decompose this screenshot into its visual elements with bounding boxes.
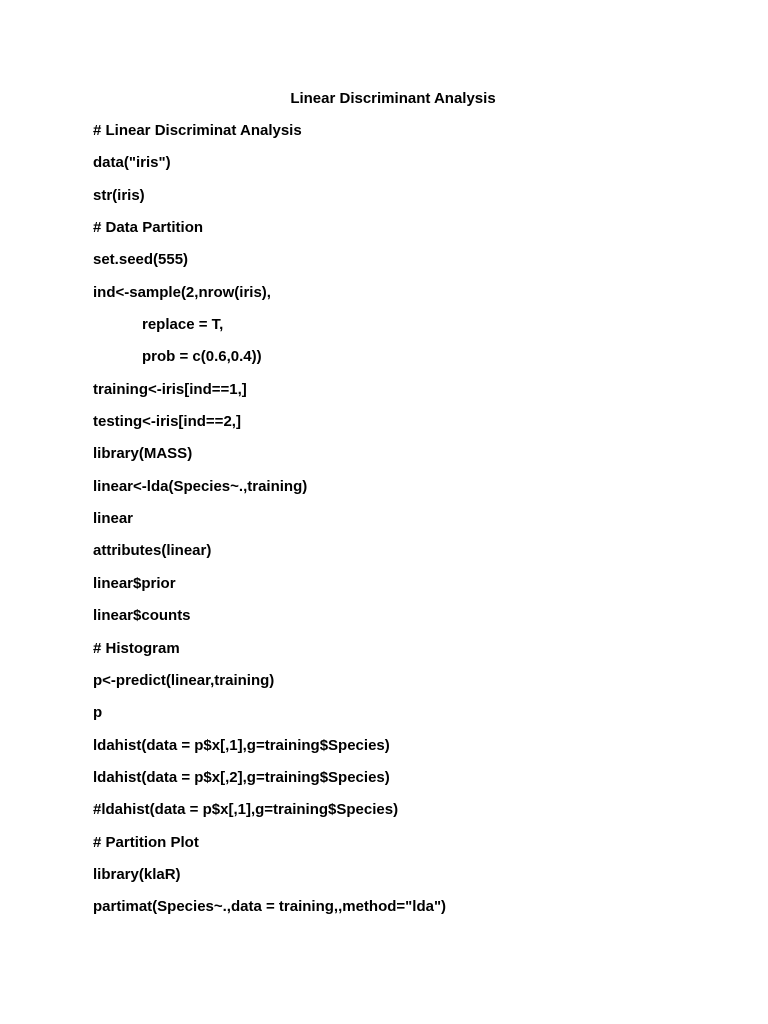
code-line-comment: # Partition Plot bbox=[93, 833, 199, 851]
code-line-indented: prob = c(0.6,0.4)) bbox=[142, 348, 262, 366]
code-line: testing<-iris[ind==2,] bbox=[93, 413, 241, 431]
code-line: library(MASS) bbox=[93, 445, 193, 463]
code-line: str(iris) bbox=[93, 186, 145, 204]
code-line-comment: # Data Partition bbox=[93, 219, 204, 237]
code-line: linear bbox=[93, 510, 134, 528]
code-line-comment: # Histogram bbox=[93, 639, 180, 657]
code-listing bbox=[93, 121, 446, 930]
code-line-comment: # Linear Discriminat Analysis bbox=[93, 122, 302, 139]
code-line: linear<-lda(Species~.,training) bbox=[93, 477, 308, 495]
code-line: library(klaR) bbox=[93, 865, 181, 883]
code-line: p<-predict(linear,training) bbox=[93, 671, 275, 689]
code-line: linear$prior bbox=[93, 574, 176, 592]
code-line: partimat(Species~.,data = training,,method="lda") bbox=[93, 898, 447, 916]
code-line-indented: replace = T, bbox=[142, 316, 224, 334]
document-title: Linear Discriminant Analysis bbox=[290, 90, 496, 107]
code-line: linear$counts bbox=[93, 607, 191, 625]
code-line: ldahist(data = p$x[,1],g=training$Species) bbox=[93, 736, 390, 754]
code-line: data("iris") bbox=[93, 154, 171, 172]
code-line: ind<-sample(2,nrow(iris), bbox=[93, 283, 271, 301]
code-line: p bbox=[93, 704, 103, 722]
code-line-comment: #ldahist(data = p$x[,1],g=training$Species) bbox=[93, 801, 399, 819]
code-line: ldahist(data = p$x[,2],g=training$Species) bbox=[93, 768, 390, 786]
code-line: set.seed(555) bbox=[93, 251, 189, 269]
code-line: training<-iris[ind==1,] bbox=[93, 380, 247, 398]
code-line: attributes(linear) bbox=[93, 542, 212, 560]
